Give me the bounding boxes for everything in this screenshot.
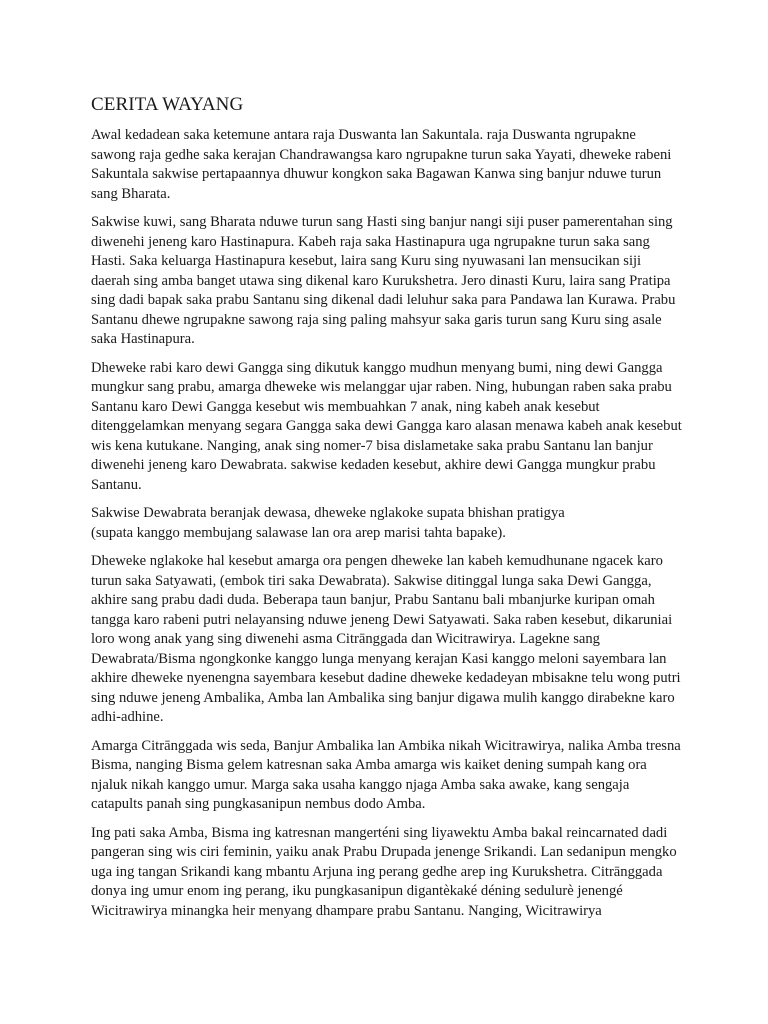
paragraph-7: Ing pati saka Amba, Bisma ing katresnan mangerténi sing liyawektu Amba bakal reincarnated dadi pangeran sing wis ciri feminin, yaiku anak Prabu Drupada jenenge Srikandi. Lan sedanipun mengko uga ing tangan Srikandi kang mbantu Arjuna ing perang gedhe arep ing Kurukshetra. Citrānggada donya ing umur enom ing perang, iku pungkasanipun digantèkaké déning sedulurè jenengé Wicitrawirya minangka heir menyang dhampare prabu Santanu. Nanging, Wicitrawirya — [91, 824, 677, 919]
paragraph-5: Dheweke nglakoke hal kesebut amarga ora pengen dheweke lan kabeh kemudhunane ngacek karo turun saka Satyawati, (embok tiri saka Dewabrata). Sakwise ditinggal lunga saka Dewi Gangga, akhire sang prabu dadi duda. Beberapa taun banjur, Prabu Santanu bali mbanjurke kuripan omah tangga karo rabeni putri nelayansing nduwe jeneng Dewi Satyawati. Saka raben kesebut, dikaruniai loro wong anak yang sing diwenehi asma Citrānggada dan Wicitrawirya. Lagekne sang Dewabrata/Bisma ngongkonke kanggo lunga menyang kerajan Kasi kanggo meloni sayembara lan akhire dheweke nyenengna sayembara kesebut dadine dheweke kedadeyan mbisakne telu wong putri sing nduwe jeneng Ambalika, Amba lan Ambalika sing banjur digawa mulih kanggo dirabekne karo adhi-adhine. — [91, 553, 681, 725]
document-page — [91, 92, 683, 930]
paragraph-6: Amarga Citrānggada wis seda, Banjur Ambalika lan Ambika nikah Wicitrawirya, nalika Amba tresna Bisma, nanging Bisma gelem katresnan saka Amba amarga wis kaiket dening sumpah kang ora njaluk nikah kanggo umur. Marga saka usaha kanggo njaga Amba saka awake, kang sengaja catapults panah sing pungkasanipun nembus dodo Amba. — [91, 737, 681, 812]
paragraph-3: Dheweke rabi karo dewi Gangga sing dikutuk kanggo mudhun menyang bumi, ning dewi Gangga mungkur sang prabu, amarga dheweke wis melanggar ujar raben. Ning, hubungan raben saka prabu Santanu karo Dewi Gangga kesebut wis membuahkan 7 anak, ning kabeh anak kesebut ditenggelamkan menyang segara Gangga saka dewi Gangga karo alasan menawa kabeh anak kesebut wis kena kutukane. Nanging, anak sing nomer-7 bisa dislametake saka prabu Santanu lan banjur diwenehi jeneng karo Dewabrata. sakwise kedaden kesebut, akhire dewi Gangga mungkur prabu Santanu. — [91, 359, 682, 493]
paragraph-4: Sakwise Dewabrata beranjak dewasa, dheweke nglakoke supata bhishan pratigya (supata kanggo membujang salawase lan ora arep marisi tahta bapake). — [91, 505, 565, 541]
paragraph-2: Sakwise kuwi, sang Bharata nduwe turun sang Hasti sing banjur nangi siji puser pamerentahan sing diwenehi jeneng karo Hastinapura. Kabeh raja saka Hastinapura uga ngrupakne turun saka sang Hasti. Saka keluarga Hastinapura kesebut, laira sang Kuru sing nyuwasani lan mensucikan siji daerah sing amba banget utawa sing dikenal karo Kurukshetra. Jero dinasti Kuru, laira sang Pratipa sing dadi bapak saka prabu Santanu sing dikenal dadi leluhur saka para Pandawa lan Kurawa. Prabu Santanu dhewe ngrupakne sawong raja sing paling mahsyur saka garis turun sang Kuru sing asale saka Hastinapura. — [91, 214, 676, 347]
paragraph-1: Awal kedadean saka ketemune antara raja Duswanta lan Sakuntala. raja Duswanta ngrupakne sawong raja gedhe saka kerajan Chandrawangsa karo ngrupakne turun saka Yayati, dheweke rabeni Sakuntala sakwise pertapaannya dhuwur kongkon saka Bagawan Kanwa sing banjur nduwe turun sang Bharata. — [91, 127, 672, 202]
document-title: CERITA WAYANG — [91, 94, 244, 115]
